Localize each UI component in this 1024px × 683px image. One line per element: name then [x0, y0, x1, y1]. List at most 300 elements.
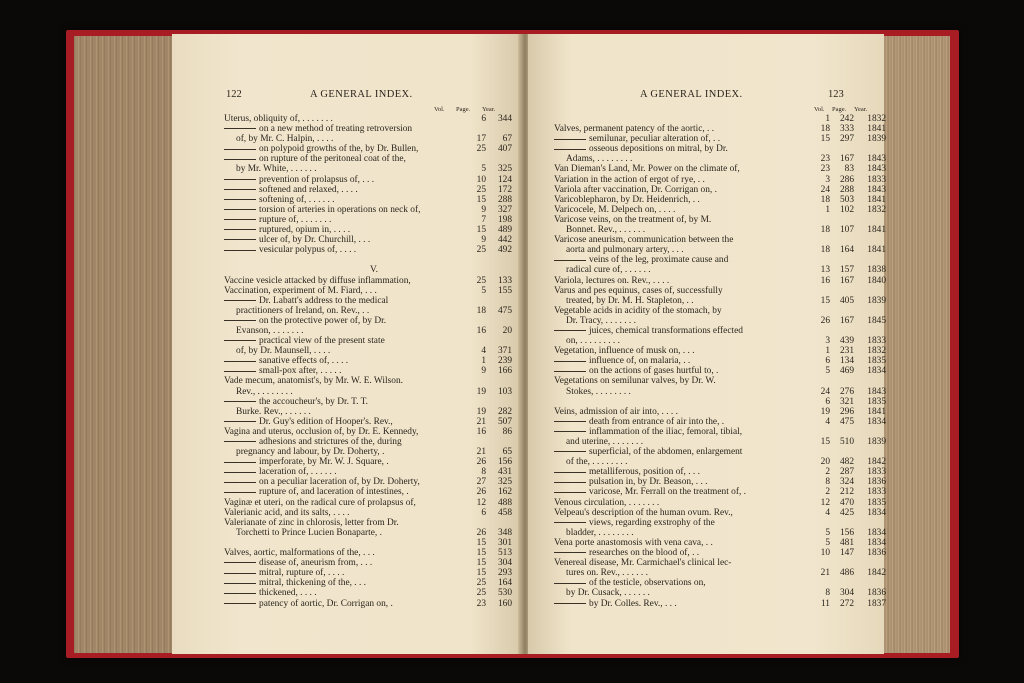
entry-text [224, 346, 330, 356]
entry-volume: 25 [476, 144, 486, 155]
ditto-dash [224, 229, 256, 230]
entry-year: 1833 [867, 467, 886, 478]
entry-year: 1843 [867, 154, 886, 165]
entry-year: 1833 [867, 174, 886, 185]
entry-page: 167 [839, 275, 854, 286]
index-entry-row [224, 134, 524, 144]
entry-page: 160 [497, 598, 512, 609]
entry-label: disease of, aneurism from, . . . [259, 558, 373, 569]
entry-text [224, 144, 418, 154]
entry-volume: 26 [476, 527, 486, 538]
index-entry-row [554, 164, 884, 174]
index-entry-row [224, 195, 524, 205]
entry-volume: 25 [476, 275, 486, 286]
ditto-dash [224, 159, 256, 160]
entry-label: on a new method of treating retroversion [259, 124, 413, 135]
entry-text [224, 336, 385, 346]
entry-text [554, 154, 632, 164]
entry-label: Dr. Guy's edition of Hooper's. Rev., [259, 416, 393, 427]
entry-text [224, 175, 374, 185]
entry-text [224, 164, 317, 174]
index-entry-row [554, 588, 884, 598]
entry-text [554, 477, 707, 487]
entry-label: metalliferous, position of, . . . [589, 467, 700, 478]
index-entry-row [224, 407, 524, 417]
ditto-dash [224, 421, 256, 422]
right-col-year: Year. [854, 106, 868, 113]
entry-label: adhesions and strictures of the, during [259, 437, 402, 447]
index-entry-row [554, 568, 884, 578]
entry-volume: 16 [820, 275, 830, 286]
index-entry-row [554, 437, 884, 447]
index-entry-row [554, 225, 884, 235]
right-col-vol: Vol. [814, 106, 825, 113]
entry-page: 156 [497, 457, 512, 468]
index-entry-row [554, 548, 884, 558]
entry-volume: 15 [820, 437, 830, 447]
index-entry-row [554, 599, 884, 609]
index-entry-row [224, 376, 524, 386]
entry-text [554, 134, 720, 144]
entry-volume: 18 [476, 305, 486, 316]
entry-label: by Dr. Cusack, . . . . . . [566, 588, 650, 599]
index-entry-row [554, 205, 884, 215]
entry-volume: 15 [476, 194, 486, 205]
entry-label: on the protective power of, by Dr. [259, 315, 387, 326]
index-entry-row [554, 326, 884, 336]
entry-volume: 15 [476, 225, 486, 236]
entry-text [224, 588, 317, 598]
entry-label: superficial, of the abdomen, enlargement [589, 447, 743, 458]
entry-text [224, 316, 386, 326]
entry-text [554, 498, 659, 508]
entry-label: Bonnet. Rev., . . . . . . [566, 225, 646, 236]
entry-page: 83 [844, 164, 854, 175]
ditto-dash [224, 239, 256, 240]
entry-year: 1839 [867, 437, 886, 447]
index-entry-row [554, 427, 884, 437]
entry-year: 1843 [867, 164, 886, 175]
entry-label: semilunar, peculiar alteration of, . . [589, 134, 721, 145]
entry-page: 481 [839, 537, 854, 548]
entry-label: on polypoid growths of the, by Dr. Bullen, [259, 144, 419, 155]
entry-text [554, 518, 715, 528]
entry-text [224, 296, 388, 306]
entry-page: 102 [839, 204, 854, 215]
entry-volume: 16 [476, 426, 486, 437]
right-index-entries [554, 114, 884, 609]
entry-page: 162 [497, 487, 512, 498]
entry-label: Burke. Rev., . . . . . . [236, 406, 311, 417]
entry-volume: 4 [825, 507, 830, 518]
entry-year: 1841 [867, 225, 886, 236]
entry-label: Vade mecum, anatomist's, by Mr. W. E. Wilson. [224, 376, 403, 387]
entry-page: 164 [497, 578, 512, 589]
entry-text [224, 387, 293, 397]
entry-label: Varicose aneurism, communication between the [554, 235, 734, 246]
entry-text [224, 286, 377, 296]
entry-volume: 26 [476, 457, 486, 468]
entry-label: softened and relaxed, . . . . [259, 184, 358, 195]
entry-year: 1835 [867, 356, 886, 367]
entry-volume: 18 [820, 225, 830, 236]
entry-text [224, 235, 370, 245]
entry-text [554, 427, 742, 437]
entry-volume: 6 [825, 396, 830, 407]
entry-text [224, 578, 366, 588]
ditto-dash [554, 451, 586, 452]
entry-page: 371 [497, 346, 512, 357]
entry-volume: 9 [481, 235, 486, 246]
ditto-dash [224, 189, 256, 190]
ditto-dash [224, 361, 256, 362]
index-entry-row [554, 578, 884, 588]
entry-year: 1835 [867, 396, 886, 407]
index-entry-row [224, 114, 524, 124]
entry-text [224, 498, 416, 508]
ditto-dash [224, 492, 256, 493]
entry-volume: 19 [476, 386, 486, 397]
index-entry-row [224, 306, 524, 316]
entry-year: 1832 [867, 114, 886, 124]
index-entry-row [554, 387, 884, 397]
index-entry-row [554, 306, 884, 316]
entry-text [554, 265, 651, 275]
index-entry-row [554, 487, 884, 497]
entry-text [224, 437, 402, 447]
entry-text [554, 487, 746, 497]
entry-year: 1836 [867, 548, 886, 559]
index-entry-row [224, 164, 524, 174]
entry-volume: 20 [820, 457, 830, 468]
entry-page: 469 [839, 366, 854, 377]
entry-volume: 15 [476, 558, 486, 569]
entry-page: 103 [497, 386, 512, 397]
entry-page: 439 [839, 336, 854, 347]
index-entry-row [224, 175, 524, 185]
entry-text [554, 588, 650, 598]
ditto-dash [554, 330, 586, 331]
right-running-head: A GENERAL INDEX. [640, 89, 743, 100]
entry-volume: 6 [825, 356, 830, 367]
entry-label: Vegetable acids in acidity of the stomach, by [554, 305, 722, 316]
entry-text [224, 356, 348, 366]
entry-volume: 15 [476, 568, 486, 579]
ditto-dash [224, 300, 256, 301]
entry-text [554, 205, 675, 215]
entry-page: 325 [497, 164, 512, 175]
entry-text [224, 306, 369, 316]
ditto-dash [554, 472, 586, 473]
entry-text [554, 296, 694, 306]
index-entry-row [554, 518, 884, 528]
entry-year: 1832 [867, 346, 886, 357]
index-entry-row [224, 588, 524, 598]
entry-volume: 12 [820, 497, 830, 508]
right-col-page: Page. [832, 106, 847, 113]
index-entry-row [554, 114, 884, 124]
index-entry-row [554, 276, 884, 286]
entry-label: by Mr. White, . . . . . . [236, 164, 317, 175]
entry-text [554, 255, 728, 265]
entry-page: 321 [839, 396, 854, 407]
index-entry-row [224, 508, 524, 518]
entry-year: 1834 [867, 366, 886, 377]
entry-year: 1843 [867, 184, 886, 195]
entry-label: practical view of the present state [259, 336, 385, 347]
entry-text [554, 548, 699, 558]
entry-text [224, 215, 331, 225]
index-entry-row [224, 346, 524, 356]
entry-volume: 1 [825, 204, 830, 215]
entry-volume: 1 [825, 114, 830, 124]
entry-label: Variola after vaccination, Dr. Corrigan on, . [554, 184, 717, 195]
index-entry-row [224, 518, 524, 528]
entry-label: by Dr. Colles. Rev., . . . [589, 598, 677, 609]
entry-text [224, 477, 420, 487]
entry-page: 442 [497, 235, 512, 246]
entry-label: rupture of, and laceration of intestines, . [259, 487, 409, 498]
entry-label: inflammation of the iliac, femoral, tibial, [589, 426, 743, 437]
ditto-dash [554, 492, 586, 493]
entry-volume: 4 [481, 346, 486, 357]
index-entry-row [554, 336, 884, 346]
entry-page: 344 [497, 114, 512, 124]
entry-page: 492 [497, 245, 512, 256]
index-entry-row [224, 568, 524, 578]
entry-volume: 8 [825, 588, 830, 599]
ditto-dash [554, 603, 586, 604]
entry-text [554, 336, 620, 346]
entry-volume: 18 [820, 124, 830, 135]
entry-text [224, 185, 358, 195]
entry-page: 164 [839, 245, 854, 256]
entry-text [224, 276, 411, 286]
entry-year: 1833 [867, 487, 886, 498]
entry-volume: 1 [825, 346, 830, 357]
entry-page: 333 [839, 124, 854, 135]
entry-text [224, 114, 333, 124]
entry-label: Van Dieman's Land, Mr. Power on the climate of, [554, 164, 740, 175]
index-entry-row [224, 286, 524, 296]
entry-text [224, 407, 311, 417]
entry-text [554, 346, 695, 356]
entry-text [554, 538, 713, 548]
entry-volume: 2 [825, 487, 830, 498]
ditto-dash [224, 562, 256, 563]
entry-label: Valves, aortic, malformations of the, . . . [224, 548, 375, 559]
ditto-dash [554, 583, 586, 584]
entry-text [554, 164, 740, 174]
index-entry-row [554, 417, 884, 427]
entry-label: rupture of, . . . . . . . [259, 214, 332, 225]
entry-volume: 5 [825, 537, 830, 548]
entry-label: juices, chemical transformations effected [589, 325, 743, 336]
entry-text [554, 467, 700, 477]
entry-year: 1834 [867, 507, 886, 518]
entry-label: ulcer of, by Dr. Churchill, . . . [259, 235, 371, 246]
entry-label: Varicose veins, on the treatment of, by M. [554, 214, 712, 225]
entry-page: 134 [839, 356, 854, 367]
index-entry-row [224, 366, 524, 376]
entry-label: Venereal disease, Mr. Carmichael's clinical lec- [554, 558, 732, 569]
entry-page: 488 [497, 497, 512, 508]
entry-text [554, 235, 733, 245]
entry-label: practitioners of Ireland, on. Rev., . . [236, 305, 370, 316]
entry-volume: 9 [481, 366, 486, 377]
entry-page: 304 [839, 588, 854, 599]
entry-text [224, 376, 403, 386]
entry-text [224, 326, 303, 336]
entry-text [224, 397, 368, 407]
entry-text [554, 286, 723, 296]
entry-label: Varicoblepharon, by Dr. Heidenrich, . . [554, 194, 700, 205]
entry-page: 147 [839, 548, 854, 559]
ditto-dash [224, 401, 256, 402]
ditto-dash [224, 250, 256, 251]
index-entry-row [554, 235, 884, 245]
ditto-dash [224, 128, 256, 129]
entry-volume: 8 [481, 467, 486, 478]
entry-text [554, 599, 677, 609]
entry-volume: 26 [820, 315, 830, 326]
entry-text [554, 276, 669, 286]
entry-year: 1834 [867, 416, 886, 427]
left-page-edges [74, 36, 178, 653]
entry-text [554, 306, 722, 316]
entry-text [554, 144, 728, 154]
index-entry-row [554, 134, 884, 144]
ditto-dash [554, 260, 586, 261]
entry-page: 482 [839, 457, 854, 468]
entry-page: 470 [839, 497, 854, 508]
entry-page: 407 [497, 144, 512, 155]
entry-volume: 11 [820, 598, 830, 609]
entry-volume: 5 [825, 527, 830, 538]
entry-page: 156 [839, 527, 854, 538]
entry-page: 297 [839, 134, 854, 145]
entry-text [224, 225, 350, 235]
entry-label: Adams, . . . . . . . . [566, 154, 633, 165]
entry-text [554, 568, 648, 578]
entry-text [554, 175, 705, 185]
ditto-dash [224, 219, 256, 220]
entry-page: 513 [497, 548, 512, 559]
entry-volume: 24 [820, 386, 830, 397]
entry-page: 198 [497, 214, 512, 225]
entry-text [224, 508, 350, 518]
entry-page: 65 [502, 447, 512, 458]
index-entry-row [554, 255, 884, 265]
ditto-dash [554, 431, 586, 432]
index-entry-row [554, 508, 884, 518]
entry-page: 348 [497, 527, 512, 538]
index-entry-row [224, 326, 524, 336]
entry-year: 1837 [867, 598, 886, 609]
index-entry-row [224, 296, 524, 306]
entry-label: on the actions of gases hurtful to, . [589, 366, 719, 377]
index-entry-row [554, 407, 884, 417]
entry-page: 324 [839, 477, 854, 488]
entry-volume: 19 [476, 406, 486, 417]
index-entry-row [224, 417, 524, 427]
index-entry-row [224, 477, 524, 487]
entry-volume: 15 [476, 548, 486, 559]
entry-label: thickened, . . . . [259, 588, 317, 599]
entry-label: and uterine, . . . . . . . [566, 437, 644, 447]
index-entry-row [224, 245, 524, 255]
entry-volume: 15 [820, 134, 830, 145]
entry-text [224, 195, 335, 205]
entry-label: laceration of, . . . . . . [259, 467, 337, 478]
entry-text [224, 205, 420, 215]
entry-label: patency of aortic, Dr. Corrigan on, . [259, 598, 393, 609]
entry-label: Torchetti to Prince Lucien Bonaparte, . [236, 527, 382, 538]
entry-label: Variola, lectures on. Rev., . . . . [554, 275, 670, 286]
entry-text [554, 376, 716, 386]
entry-volume: 25 [476, 578, 486, 589]
ditto-dash [224, 462, 256, 463]
index-entry-row [224, 336, 524, 346]
right-page-number: 123 [828, 89, 844, 100]
entry-label: on a peculiar laceration of, by Dr. Doherty, [259, 477, 420, 488]
ditto-dash [554, 149, 586, 150]
entry-page: 286 [839, 174, 854, 185]
left-col-year: Year. [482, 106, 496, 113]
entry-page: 503 [839, 194, 854, 205]
index-entry-row [554, 245, 884, 255]
entry-year: 1834 [867, 537, 886, 548]
entry-volume: 3 [825, 174, 830, 185]
entry-label: Valerianate of zinc in chlorosis, letter from Dr. [224, 517, 399, 528]
entry-label: mitral, rupture of, . . . . [259, 568, 345, 579]
index-entry-row [224, 265, 524, 275]
entry-volume: 6 [481, 507, 486, 518]
entry-label: Stokes, . . . . . . . . [566, 386, 631, 397]
index-entry-row [554, 376, 884, 386]
entry-volume: 13 [820, 265, 830, 276]
entry-label: Vaginæ et uteri, on the radical cure of prolapsus of, [224, 497, 416, 508]
index-entry-row [554, 265, 884, 275]
entry-volume: 23 [820, 154, 830, 165]
entry-text [224, 558, 372, 568]
entry-label: varicose, Mr. Ferrall on the treatment of, . [589, 487, 746, 498]
entry-volume: 25 [476, 588, 486, 599]
index-entry-row [224, 487, 524, 497]
entry-year: 1835 [867, 497, 886, 508]
entry-label: pregnancy and labour, by Dr. Doherty, . [236, 447, 385, 458]
entry-text [554, 417, 724, 427]
entry-year: 1841 [867, 194, 886, 205]
index-entry-row [224, 397, 524, 407]
entry-text [224, 528, 382, 538]
entry-year: 1836 [867, 477, 886, 488]
entry-volume: 9 [481, 204, 486, 215]
entry-year: 1834 [867, 527, 886, 538]
entry-text [224, 154, 406, 164]
index-entry-row [554, 144, 884, 154]
entry-page: 475 [497, 305, 512, 316]
index-entry-row [554, 316, 884, 326]
entry-text [554, 578, 706, 588]
index-entry-row [224, 235, 524, 245]
entry-page: 510 [839, 437, 854, 447]
entry-text [370, 265, 378, 275]
entry-page: 288 [497, 194, 512, 205]
ditto-dash [224, 441, 256, 442]
entry-page: 67 [502, 134, 512, 145]
entry-page: 133 [497, 275, 512, 286]
